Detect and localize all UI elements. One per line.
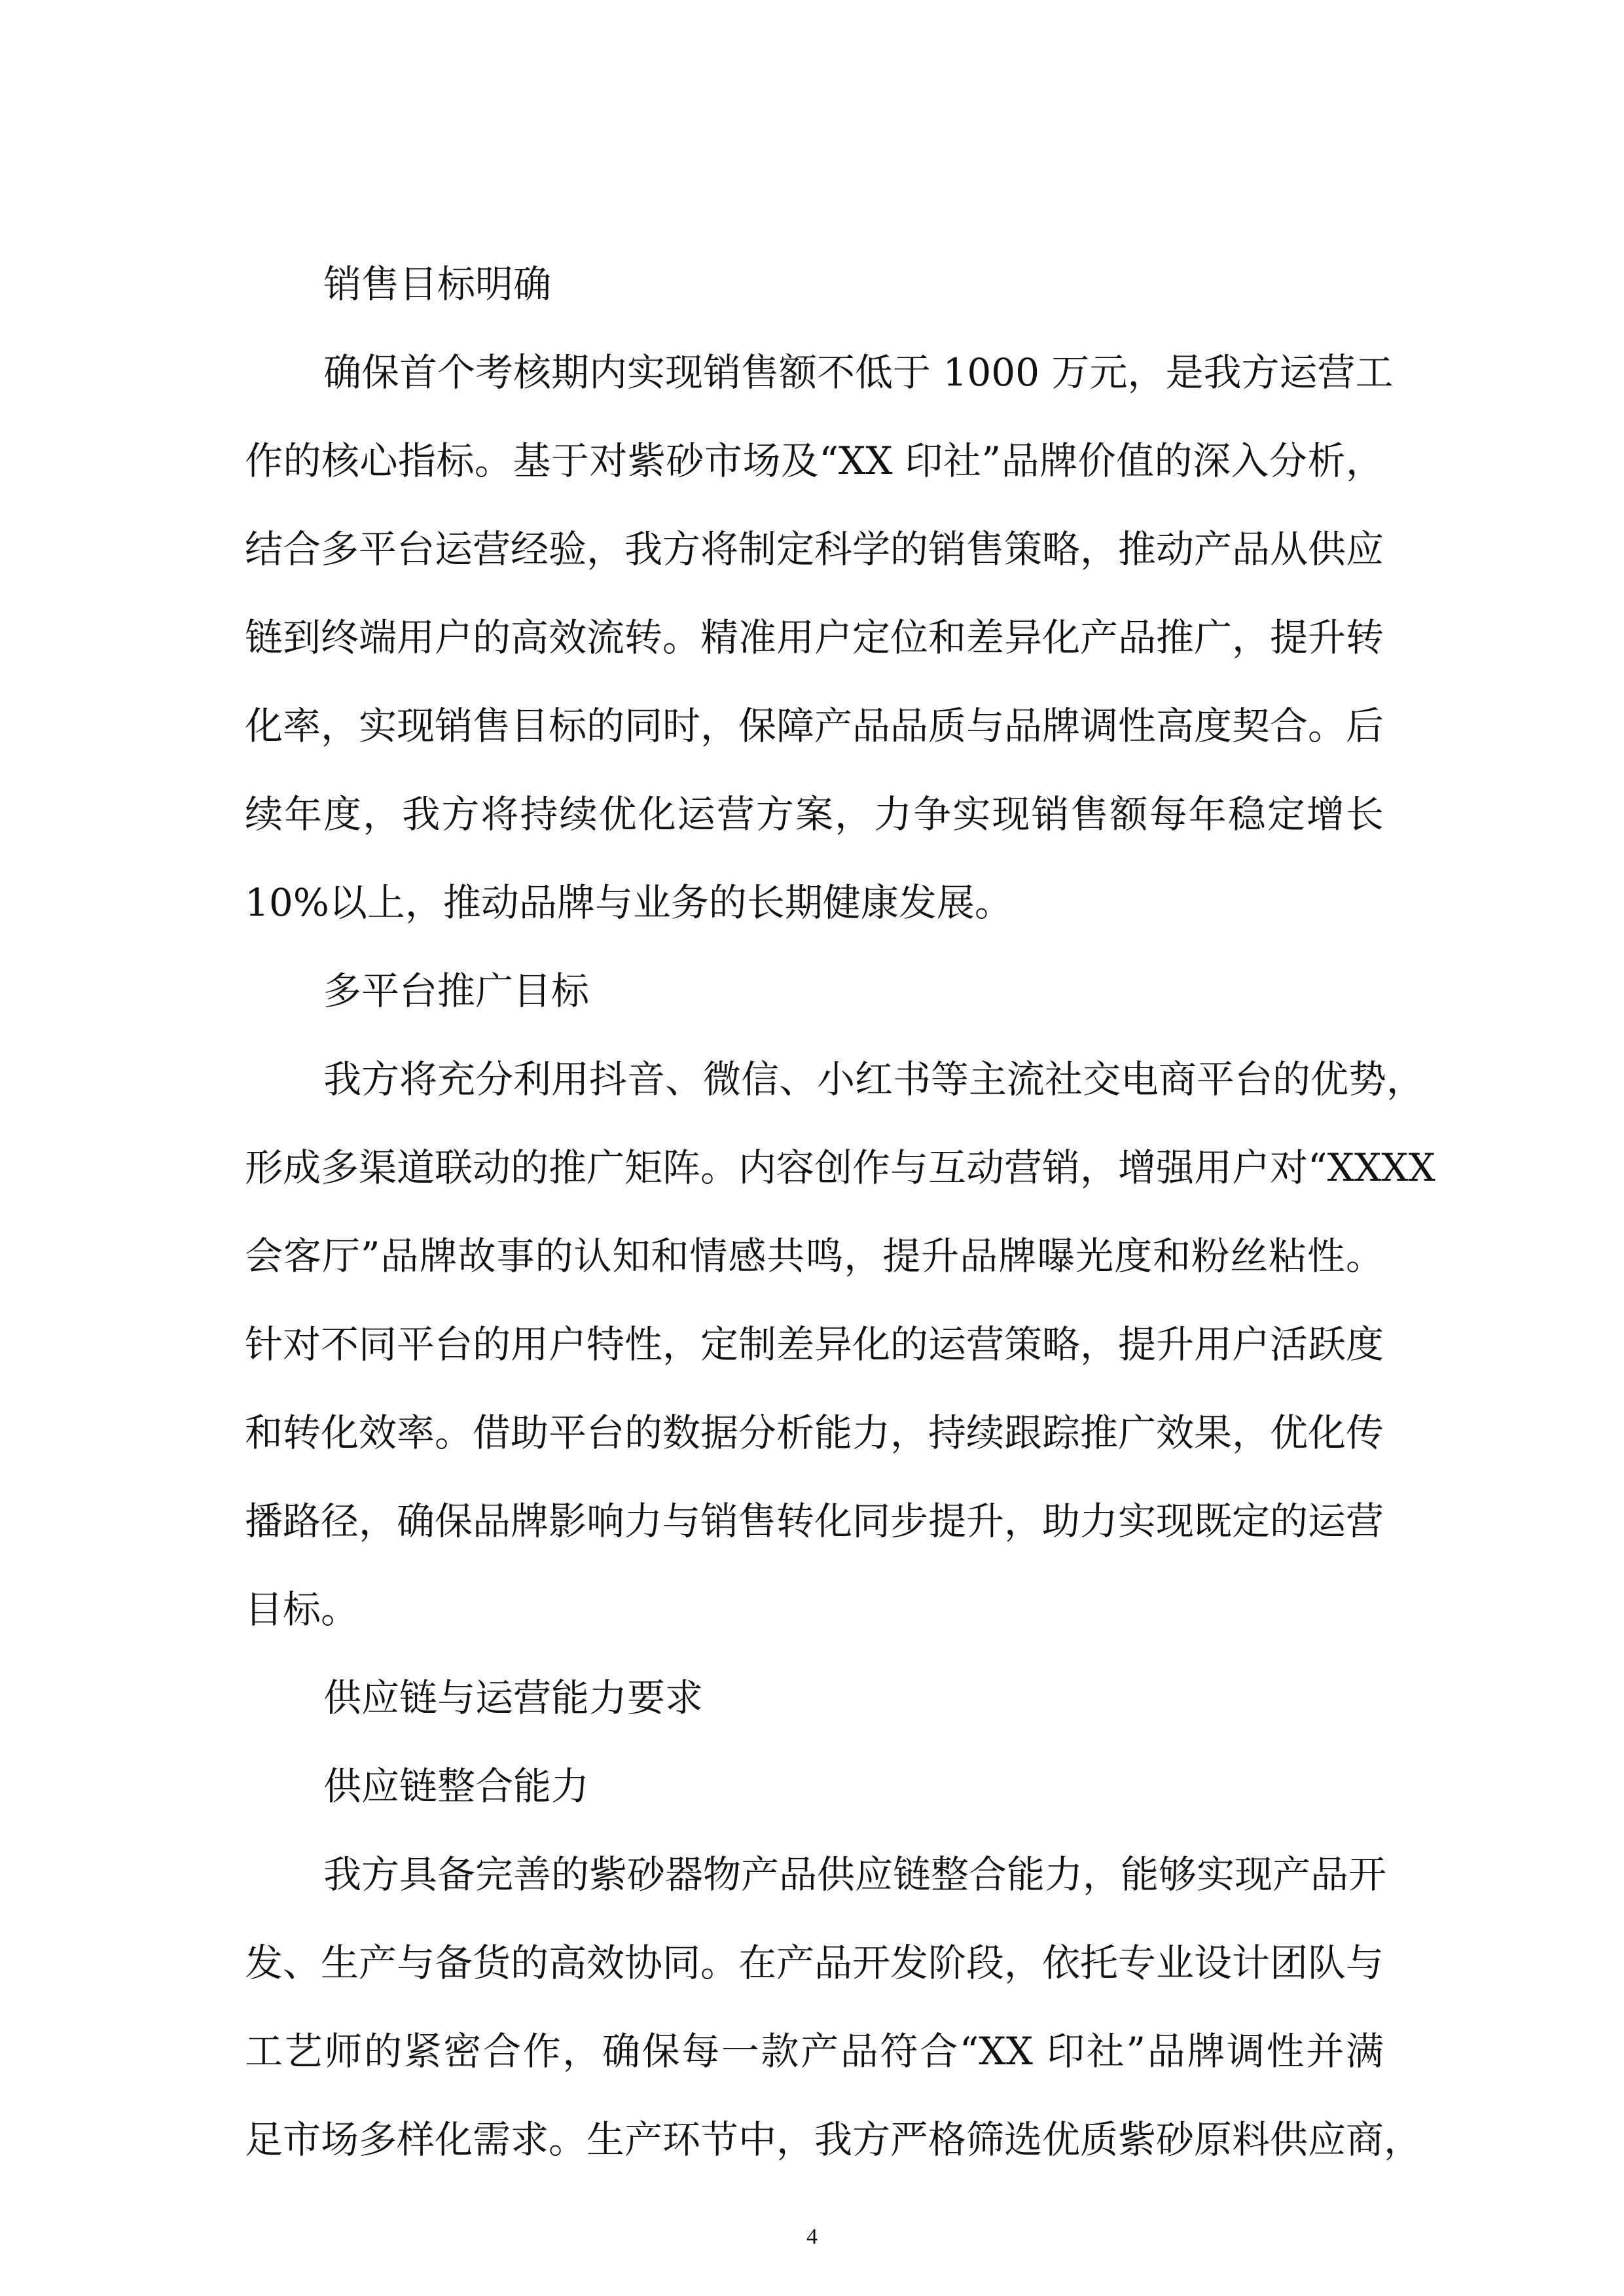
paragraph-line: 结合多平台运营经验，我方将制定科学的销售策略，推动产品从供应 (245, 527, 1384, 571)
paragraph-line: 工艺师的紧密合作，确保每一款产品符合“XX 印社”品牌调性并满 (245, 2029, 1384, 2073)
paragraph-line: 链到终端用户的高效流转。精准用户定位和差异化产品推广，提升转 (245, 615, 1384, 660)
paragraph-line: 我方具备完善的紫砂器物产品供应链整合能力，能够实现产品开 (323, 1852, 1387, 1897)
paragraph-line: 作的核心指标。基于对紫砂市场及“XX 印社”品牌价值的深入分析， (245, 439, 1384, 483)
paragraph-line: 目标。 (245, 1587, 359, 1632)
paragraph-line: 我方将充分利用抖音、微信、小红书等主流社交电商平台的优势， (323, 1057, 1425, 1102)
paragraph-line: 发、生产与备货的高效协同。在产品开发阶段，依托专业设计团队与 (245, 1941, 1384, 1985)
paragraph-line: 10%以上，推动品牌与业务的长期健康发展。 (245, 880, 1013, 925)
heading-supply-integration: 供应链整合能力 (323, 1764, 590, 1808)
page-number: 4 (806, 2225, 818, 2249)
paragraph-line: 续年度，我方将持续优化运营方案，力争实现销售额每年稳定增长 (245, 792, 1384, 836)
paragraph-line: 针对不同平台的用户特性，定制差异化的运营策略，提升用户活跃度 (245, 1322, 1384, 1367)
heading-supply-operations: 供应链与运营能力要求 (323, 1676, 704, 1720)
heading-platform-target: 多平台推广目标 (323, 969, 590, 1013)
paragraph-line: 和转化效率。借助平台的数据分析能力，持续跟踪推广效果，优化传 (245, 1410, 1384, 1455)
paragraph-line: 形成多渠道联动的推广矩阵。内容创作与互动营销，增强用户对“XXXX (245, 1145, 1435, 1190)
paragraph-line: 播路径，确保品牌影响力与销售转化同步提升，助力实现既定的运营 (245, 1499, 1384, 1543)
paragraph-line: 确保首个考核期内实现销售额不低于 1000 万元，是我方运营工 (323, 350, 1394, 395)
paragraph-line: 化率，实现销售目标的同时，保障产品品质与品牌调性高度契合。后 (245, 704, 1384, 748)
paragraph-line: 会客厅”品牌故事的认知和情感共鸣，提升品牌曝光度和粉丝粘性。 (245, 1234, 1384, 1278)
paragraph-line: 足市场多样化需求。生产环节中，我方严格筛选优质紫砂原料供应商， (245, 2117, 1422, 2162)
heading-sales-target: 销售目标明确 (323, 262, 552, 306)
